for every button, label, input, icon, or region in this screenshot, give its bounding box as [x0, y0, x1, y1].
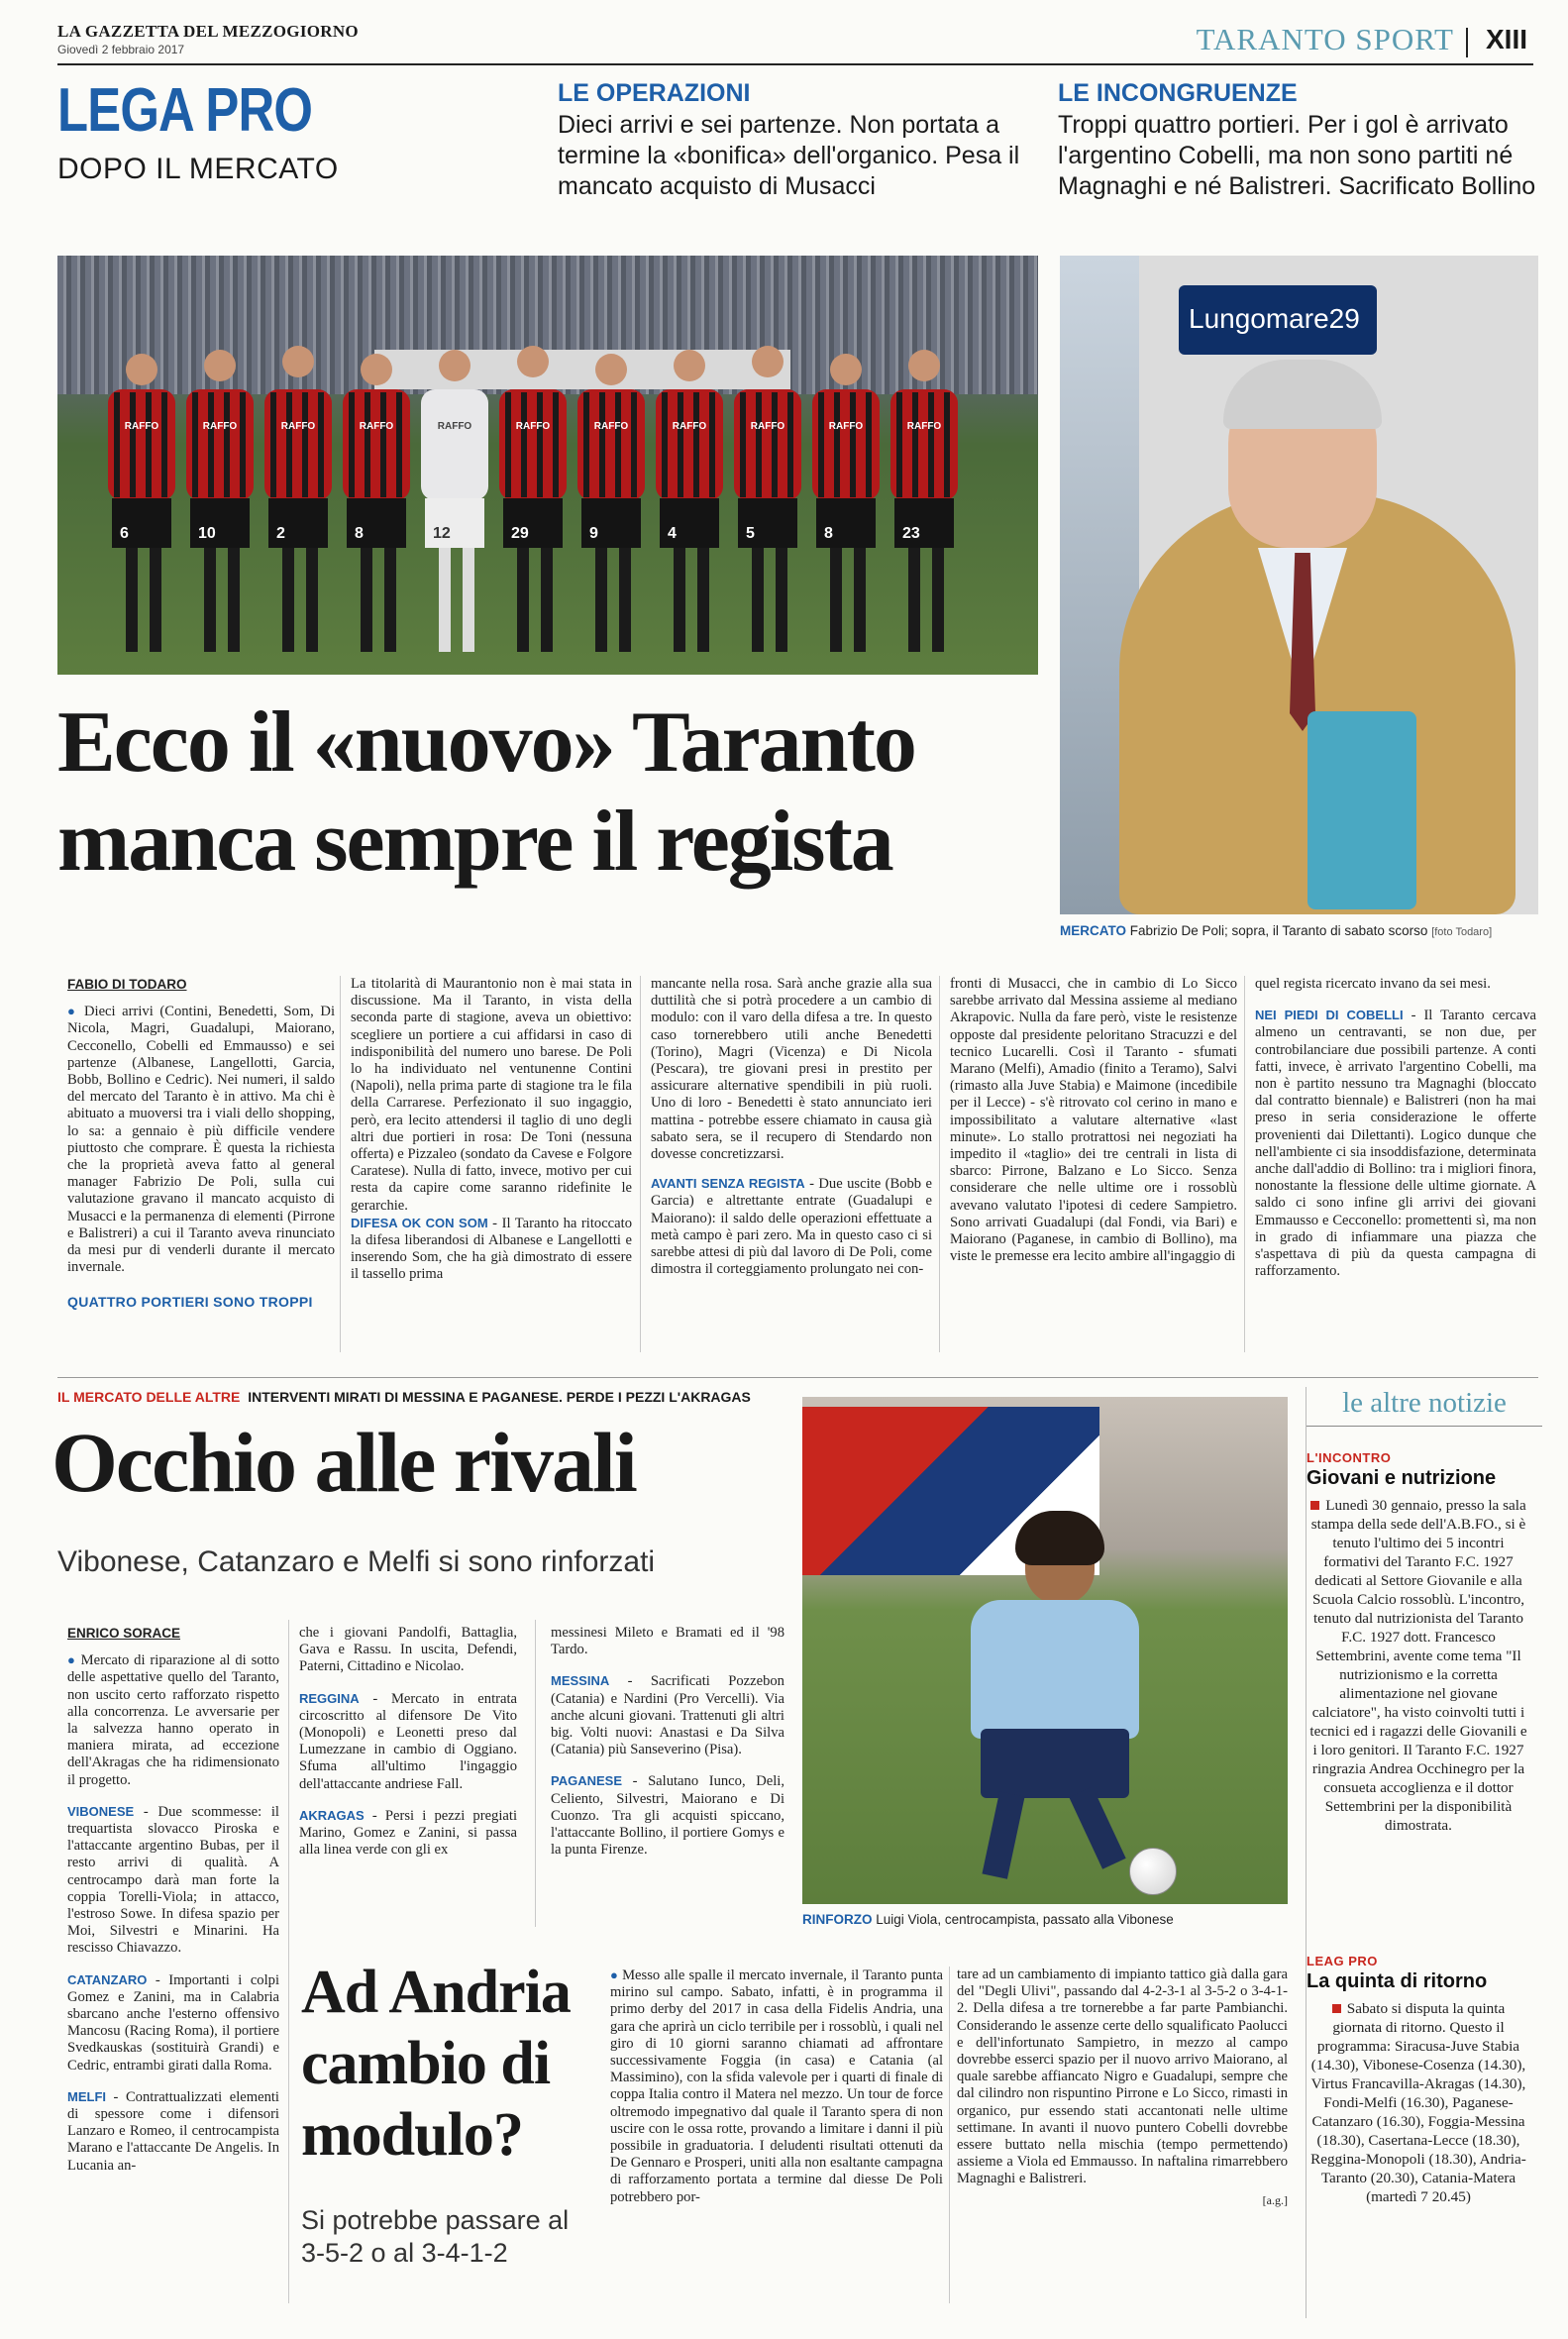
- section-title: TARANTO SPORT: [1196, 22, 1454, 56]
- main-col-1: [67, 976, 335, 1314]
- operazioni-text: Dieci arrivi e sei partenze. Non portata a termine la «bonifica» dell'organico. Pesa il mancato acquisto di Musacci: [558, 111, 1020, 200]
- player-leg-right: [1069, 1786, 1125, 1868]
- presenter-hair: [1223, 360, 1382, 429]
- sponsor-board-text: Lungomare29: [1189, 303, 1360, 334]
- shirt-sponsor: RAFFO: [437, 421, 472, 432]
- shirt-sponsor: RAFFO: [124, 421, 159, 432]
- player-leg-left: [982, 1791, 1024, 1879]
- player-figure: [108, 354, 175, 652]
- player-hair: [1015, 1511, 1104, 1565]
- viola-caption-label: RINFORZO: [802, 1912, 873, 1927]
- player-figure: [656, 350, 723, 652]
- main-col-5-text: quel regista ricercato invano da sei mesi.: [1255, 976, 1491, 992]
- player-figure: [421, 350, 488, 652]
- main-col-2-text: La titolarità di Maurantonio non è mai stata in discussione. Ma il Taranto, in vista della seconda parte di stagione, aveva un obiettivo: scegliere un portiere a cui affidarsi in caso di indisponibilità del numero uno barese. De Poli lo ha individuato nel ventunenne Contini (Napoli), nella prima parte di stagione tra le fila della Carrarese. Perfezionato il suo ingaggio, però, era lecito attendersi il taglio di uno degli altri due portieri in rosa: De Toni (nessuna offerta) e Pizzaleo (sondato da Cavese e Folgore Caratese). Nulla di fatto, invece, motivo per cui resta da capire come saranno ridefinite le gerarchie.: [351, 976, 632, 1214]
- player-figure: [890, 350, 958, 652]
- shirt-number: 23: [902, 525, 920, 542]
- rivali-col-3-text: messinesi Mileto e Bramati ed il '98 Tardo.: [551, 1625, 784, 1658]
- page-divider: [1466, 28, 1468, 57]
- shirt-sponsor: RAFFO: [593, 421, 629, 432]
- shirt-sponsor: RAFFO: [906, 421, 942, 432]
- main-col-5: [1255, 976, 1536, 1280]
- player-figure: [812, 354, 880, 652]
- shirt-number: 6: [120, 525, 129, 542]
- col-rule: [535, 1620, 536, 1927]
- viola-caption-text: Luigi Viola, centrocampista, passato alla Vibonese: [876, 1912, 1174, 1927]
- sponsor-board: [1179, 285, 1377, 355]
- operazioni-label: LE OPERAZIONI: [558, 79, 751, 107]
- main-col-3-text: mancante nella rosa. Sarà anche grazie alla sua duttilità che si potrà procedere a un cambio di modulo: con il varo della difesa a tre. In questo caso tornerebbero utili anche Benedetti (Torino), Magri (Vicenza) e Di Nicola (Pescara), tre giovani presi in prestito per assicurare alternative spendibili in più ruoli. Uno di loro - Benedetti è stato annunciato ieri mattina - potrebbe essere chiamato in causa già sabato sera, se il recupero di Stendardo non dovesse concretizzarsi.: [651, 976, 932, 1163]
- andria-col-1: [610, 1967, 943, 2206]
- main-byline: FABIO DI TODARO: [67, 977, 187, 992]
- shirt-number: 10: [198, 525, 216, 542]
- football: [1129, 1848, 1177, 1895]
- altre-title: le altre notizie: [1307, 1387, 1542, 1427]
- viola-photo: [802, 1397, 1288, 1904]
- bullet-icon: ●: [67, 1652, 81, 1668]
- rivali-kicker: [57, 1389, 790, 1405]
- issue-date: Giovedì 2 febbraio 2017: [57, 43, 185, 56]
- rivali-subhead: Vibonese, Catanzaro e Melfi si sono rinforzati: [57, 1545, 656, 1578]
- player-figure: [343, 354, 410, 652]
- rivali-col-2: [299, 1625, 517, 1859]
- depoli-photo: [1060, 256, 1538, 914]
- player-figure: [734, 346, 801, 652]
- newspaper-name: LA GAZZETTA DEL MEZZOGIORNO: [57, 22, 359, 41]
- depoli-caption-credit: [foto Todaro]: [1431, 926, 1493, 938]
- incongruenze-text: Troppi quattro portieri. Per i gol è arrivato l'argentino Cobelli, ma non sono partiti né Magnaghi e né Balistreri. Sacrificato Bollino: [1058, 111, 1536, 200]
- bullet-icon: ●: [67, 1004, 84, 1019]
- col-rule: [340, 976, 341, 1352]
- bullet-icon: ●: [610, 1967, 623, 1982]
- rivali-catanzaro: CATANZARO - Importanti i colpi Gomez e Zanini, ma in Calabria sbarcano anche l'esterno offensivo Mancosu (Racing Roma), il portiere Svedkauskas (sostituirà Grandi) e Cedric, entrambi girati dalla Roma.: [67, 1971, 279, 2073]
- depoli-caption-text: Fabrizio De Poli; sopra, il Taranto di sabato scorso: [1129, 923, 1428, 938]
- rivali-paganese: PAGANESE - Salutano Iunco, Deli, Celiento, Silvestri, Maiorano e Di Cuonzo. Tra gli acquisti spiccano, l'attaccante Bollino, il portiere Gomys e la punta Firenze.: [551, 1773, 784, 1859]
- news-incontro: [1307, 1448, 1530, 1835]
- col-rule: [1244, 976, 1245, 1352]
- lega-block: [57, 76, 513, 186]
- andria-col-2: [957, 1967, 1288, 2209]
- shirt-number: 8: [824, 525, 833, 542]
- rivali-kicker-black: INTERVENTI MIRATI DI MESSINA E PAGANESE. PERDE I PEZZI L'AKRAGAS: [248, 1389, 751, 1405]
- news-lega-text: Sabato si disputa la quinta giornata di ritorno. Questo il programma: Siracusa-Juve Stabia (14.30), Vibonese-Cosenza (14.30), Virtus Francavilla-Akragas (14.30), Fondi-Melfi (16.30), Paganese-Catanzaro (16.30), Foggia-Messina (18.30), Casertana-Lecce (18.30), Reggina-Monopoli (18.30), Andria-Taranto (20.30), Catania-Matera (martedì 7 20.45): [1310, 2000, 1526, 2205]
- player-figure: [499, 346, 567, 652]
- rivali-headline: Occhio alle rivali: [52, 1415, 636, 1510]
- rivali-kicker-red: IL MERCATO DELLE ALTRE: [57, 1389, 241, 1405]
- operazioni-block: [558, 79, 1043, 202]
- section-divider: [57, 1377, 1538, 1378]
- main-col-2b-text: DIFESA OK CON SOM - Il Taranto ha ritoccato la difesa liberandosi di Albanese e Langellotti e inserendo Som, che ha già dimostrato di essere il tassello prima: [351, 1215, 632, 1283]
- col-rule: [949, 1967, 950, 2303]
- news-lega-kicker: LEAG PRO: [1307, 1954, 1378, 1968]
- rivali-col-2-text: che i giovani Pandolfi, Battaglia, Gava e Rassu. In uscita, Defendi, Paterni, Cittadino e Nicolao.: [299, 1625, 517, 1675]
- masthead: [57, 20, 1533, 65]
- news-incontro-title: Giovani e nutrizione: [1307, 1467, 1497, 1489]
- player-shirt: [971, 1600, 1139, 1739]
- main-col-4: [950, 976, 1237, 1265]
- main-headline-line1: Ecco il «nuovo» Taranto: [57, 694, 915, 791]
- shirt-sponsor: RAFFO: [828, 421, 864, 432]
- team-photo: [57, 256, 1038, 675]
- player-figure: [186, 350, 254, 652]
- rivali-col-3: [551, 1625, 784, 1859]
- col-rule: [288, 1620, 289, 2303]
- square-bullet-icon: [1332, 2004, 1341, 2013]
- shirt-number: 4: [668, 525, 677, 542]
- shirt-sponsor: RAFFO: [750, 421, 785, 432]
- news-lega: [1307, 1952, 1530, 2206]
- rivali-akragas: AKRAGAS - Persi i pezzi pregiati Marino, Gomez e Zanini, si passa alla linea verde con gli ex: [299, 1807, 517, 1859]
- main-col-1-text: ● Dieci arrivi (Contini, Benedetti, Som, Di Nicola, Magri, Guadalupi, Maiorano, Cecconello, Cobelli ed Emmausso) e sei partenze (Albanese, Langellotti, Garcia, Bobb, Bollino e Cedric). Nei numeri, il saldo del mercato del Taranto è in attivo. Ma chi è abituato a muoversi tra i viali dello shopping, lo sa: a gennaio è più difficile vendere piuttosto che comprare. È questa la richiesta che la proprietà aveva fatto al general manager Fabrizio De Poli, sulla cui valutazione gravano il mancato acquisto di Musacci e la permanenza di elementi (Pirrone e Balistreri) a cui il Taranto aveva rinunciato da mesi pur di venderli durante il mercato invernale.: [67, 1004, 335, 1276]
- andria-subhead: Si potrebbe passare al 3-5-2 o al 3-4-1-2: [301, 2205, 570, 2268]
- altre-sidebar: [1306, 1387, 1541, 2318]
- news-incontro-kicker: L'INCONTRO: [1307, 1450, 1392, 1465]
- rivali-vibonese: VIBONESE - Due scommesse: il trequartista slovacco Piroska e l'attaccante argentino Bubas, per il resto arrivi di qualità. A centrocampo darà man forte la coppia Torelli-Viola; in attacco, l'estroso Sowe. In difesa spazio per Moi, Silvestri e Minarini. Ha rescisso Chiavazzo.: [67, 1803, 279, 1957]
- andria-headline: Ad Andria cambio di modulo?: [301, 1959, 571, 2169]
- rivali-col-1: [67, 1625, 279, 2175]
- incongruenze-label: LE INCONGRUENZE: [1058, 79, 1298, 107]
- main-headline-line2: manca sempre il regista: [57, 794, 892, 890]
- depoli-caption: [1060, 923, 1538, 938]
- depoli-caption-label: MERCATO: [1060, 923, 1126, 938]
- shirt-sponsor: RAFFO: [515, 421, 551, 432]
- incongruenze-block: [1058, 79, 1543, 202]
- shirt-sponsor: RAFFO: [280, 421, 316, 432]
- shirt-number: 29: [511, 525, 529, 542]
- main-col-4-text: fronti di Musacci, che in cambio di Lo Sicco sarebbe arrivato dal Messina assieme al mediano Akrapovic. Nulla da fare però, viste le resistenze opposte dal presidente peloritano Stracuzzi e del tecnico Lucarelli. Così il Taranto - sfumati Marano (Melfi), Amadio (finito a Teramo), Salvi (rimasto alla Juve Stabia) e Maimone (incedibile per il Lecce) - s'è ritrovato col cerino in mano e impossibilitato a valutare alternative «last minute». Lo stallo protrattosi nei negoziati ha impedito il «taglio» dei tre centrali in lista di sbarco: Pirrone, Balzano e Lo Sicco. Senza considerare che nelle ultime ore i rossoblù avevano valutato l'ipotesi di cedere Sampietro. Sono arrivati Guadalupi (dal Fondi, via Bari) e Maiorano (Paganese, in cambio di Bollino), ma viste le premesse era lecito ambire all'ingaggio di: [950, 976, 1237, 1265]
- microphone: [1307, 711, 1416, 909]
- player-shorts: [981, 1729, 1129, 1798]
- viola-caption: [802, 1912, 1288, 1927]
- main-col-3: [651, 976, 932, 1278]
- players-group: [57, 256, 1038, 675]
- col-rule: [939, 976, 940, 1352]
- shirt-sponsor: RAFFO: [359, 421, 394, 432]
- main-col-5b-text: NEI PIEDI DI COBELLI - Il Taranto cercava almeno un centravanti, se non due, per controbilanciare due possibili partenze. A conti fatti, invece, è arrivato l'argentino Cobelli, ma non è partito nessuno tra Magnaghi (bloccato dal contratto biennale) e Balistreri (non ha mai preso in seria considerazione le offerte provenienti dai Dilettanti). Logico dunque che nell'ambiente ci sia insoddisfazione, determinata anche dall'addio di Bollino: tra i migliori finora, nonostante la flessione delle ultime giornate. A saldo ci sono infine gli arrivi dei giovani Emmausso e Cecconello: promettenti sì, ma non in grado di infiammare una piazza che s'aspettava di più da questa campagna di rafforzamento.: [1255, 1008, 1536, 1280]
- player-figure: [264, 346, 332, 652]
- shirt-number: 9: [589, 525, 598, 542]
- rivali-messina: MESSINA - Sacrificati Pozzebon (Catania) e Nardini (Pro Vercelli). Via anche alcuni giovani. Trattenuti gli altri big. Volti nuovi: Anastasi e Da Silva (Catania) più Sanseverino (Pisa).: [551, 1673, 784, 1758]
- main-headline: [57, 693, 1048, 892]
- player-figure: [577, 354, 645, 652]
- col-rule: [640, 976, 641, 1352]
- shirt-number: 8: [355, 525, 364, 542]
- andria-signature: [a.g.]: [1262, 2192, 1288, 2207]
- lega-subtitle: DOPO IL MERCATO: [57, 153, 339, 185]
- main-sub-portieri: QUATTRO PORTIERI SONO TROPPI: [67, 1294, 313, 1311]
- shirt-number: 5: [746, 525, 755, 542]
- news-incontro-text: Lunedì 30 gennaio, presso la sala stampa della sede dell'A.B.FO., si è tenuto l'ultimo dei 5 incontri formativi del Taranto F.C. 1927 dedicati al Settore Giovanile e alla Scuola Calcio rossoblù. L'incontro, tenuto dal nutrizionista del Taranto F.C. 1927 dott. Francesco Settembrini, avente come tema "Il nutrizionismo e la corretta alimentazione nel giovane calciatore", ha visto coinvolti tutti i tecnici ed i ragazzi delle Giovanili e i loro genitori. Il Taranto F.C. 1927 ringrazia Andrea Occhinegro per la consueta accoglienza e il dottor Settembrini per la disponibilità dimostrata.: [1309, 1497, 1527, 1834]
- shirt-number: 12: [433, 525, 451, 542]
- square-bullet-icon: [1310, 1501, 1319, 1510]
- rivali-byline: ENRICO SORACE: [67, 1626, 181, 1641]
- page-number: XIII: [1485, 24, 1527, 54]
- lega-title: LEGA PRO: [57, 76, 313, 145]
- shirt-sponsor: RAFFO: [672, 421, 707, 432]
- rivali-melfi: MELFI - Contrattualizzati elementi di spessore come i difensori Lanzaro e Romeo, il centrocampista Marano e l'attaccante De Angelis. In Lucania an-: [67, 2088, 279, 2174]
- rivali-reggina: REGGINA - Mercato in entrata circoscritto al difensore De Vito (Monopoli) e Leonetti preso dal Lumezzane in cambio di Oggiano. Sfuma all'ultimo l'ingaggio dell'attaccante andriese Fall.: [299, 1690, 517, 1792]
- andria-col-1-text: ● Messo alle spalle il mercato invernale, il Taranto punta mirino sul campo. Sabato, infatti, è in programma il primo derby del 2017 in casa della Fidelis Andria, una gara che aprirà un ciclo terribile per i rossoblù, i quali nel giro di 10 giorni saranno chiamati ad affrontare successivamente Foggia (in casa) e Catania (al Massimino), con la sfida valevole per i quarti di finale di coppa Italia contro il Matera nel mezzo. Un tour de force oltremodo impegnativo dal quale il Taranto spera di non uscire con le ossa rotte, provando a limitare i danni il più possibile in graduatoria. I deludenti risultati ottenuti da De Gennaro e Prosperi, uniti alla non esaltante campagna di rafforzamento portata a termine dal diesse De Poli potrebbero por-: [610, 1967, 943, 2205]
- shirt-sponsor: RAFFO: [202, 421, 238, 432]
- news-lega-title: La quinta di ritorno: [1307, 1970, 1488, 1992]
- main-col-3b-text: AVANTI SENZA REGISTA - Due uscite (Bobb e Garcia) e altrettante entrate (Guadalupi e Maiorano): il saldo delle operazioni effettuate a metà campo è pari zero. Ma in questo caso ci si sarebbe attesi di più dal lavoro di De Poli, come dimostra il corteggiamento prolungato nei con-: [651, 1176, 933, 1278]
- main-col-2: [351, 976, 632, 1284]
- andria-col-2-text: tare ad un cambiamento di impianto tattico già dalla gara del "Degli Ulivi", passando dal 4-2-3-1 al 3-5-2 o 3-4-1-2. Della difesa a tre tornerebbe a far parte Pambianchi. Considerando le assenze certe dello squalificato Paolucci e dell'infortunato Sampietro, in mezzo al campo dovrebbe esserci spazio per il nuovo arrivo Maiorano, al quale sarebbe affiancato Nigro e Guadalupi, sempre che dal cilindro non rispuntino Pirrone e Lo Sicco, rimasti in organico, pur essendo stati accantonati nelle ultime settimane. In avanti il nuovo puntero Cobelli dovrebbe essere buttato nella mischia (tempo permettendo) assieme a Viola ed Emmausso. In naftalina rimarrebbero Magnaghi e Balistreri.: [957, 1967, 1288, 2187]
- shirt-number: 2: [276, 525, 285, 542]
- rivali-col-1-text: ● Mercato di riparazione al di sotto delle aspettative quello del Taranto, non uscito certo rafforzato rispetto alla concorrenza. Le avversarie per la salvezza hanno operato in maniera mirata, ad eccezione dell'Akragas che ha ridimensionato il progetto.: [67, 1652, 280, 1788]
